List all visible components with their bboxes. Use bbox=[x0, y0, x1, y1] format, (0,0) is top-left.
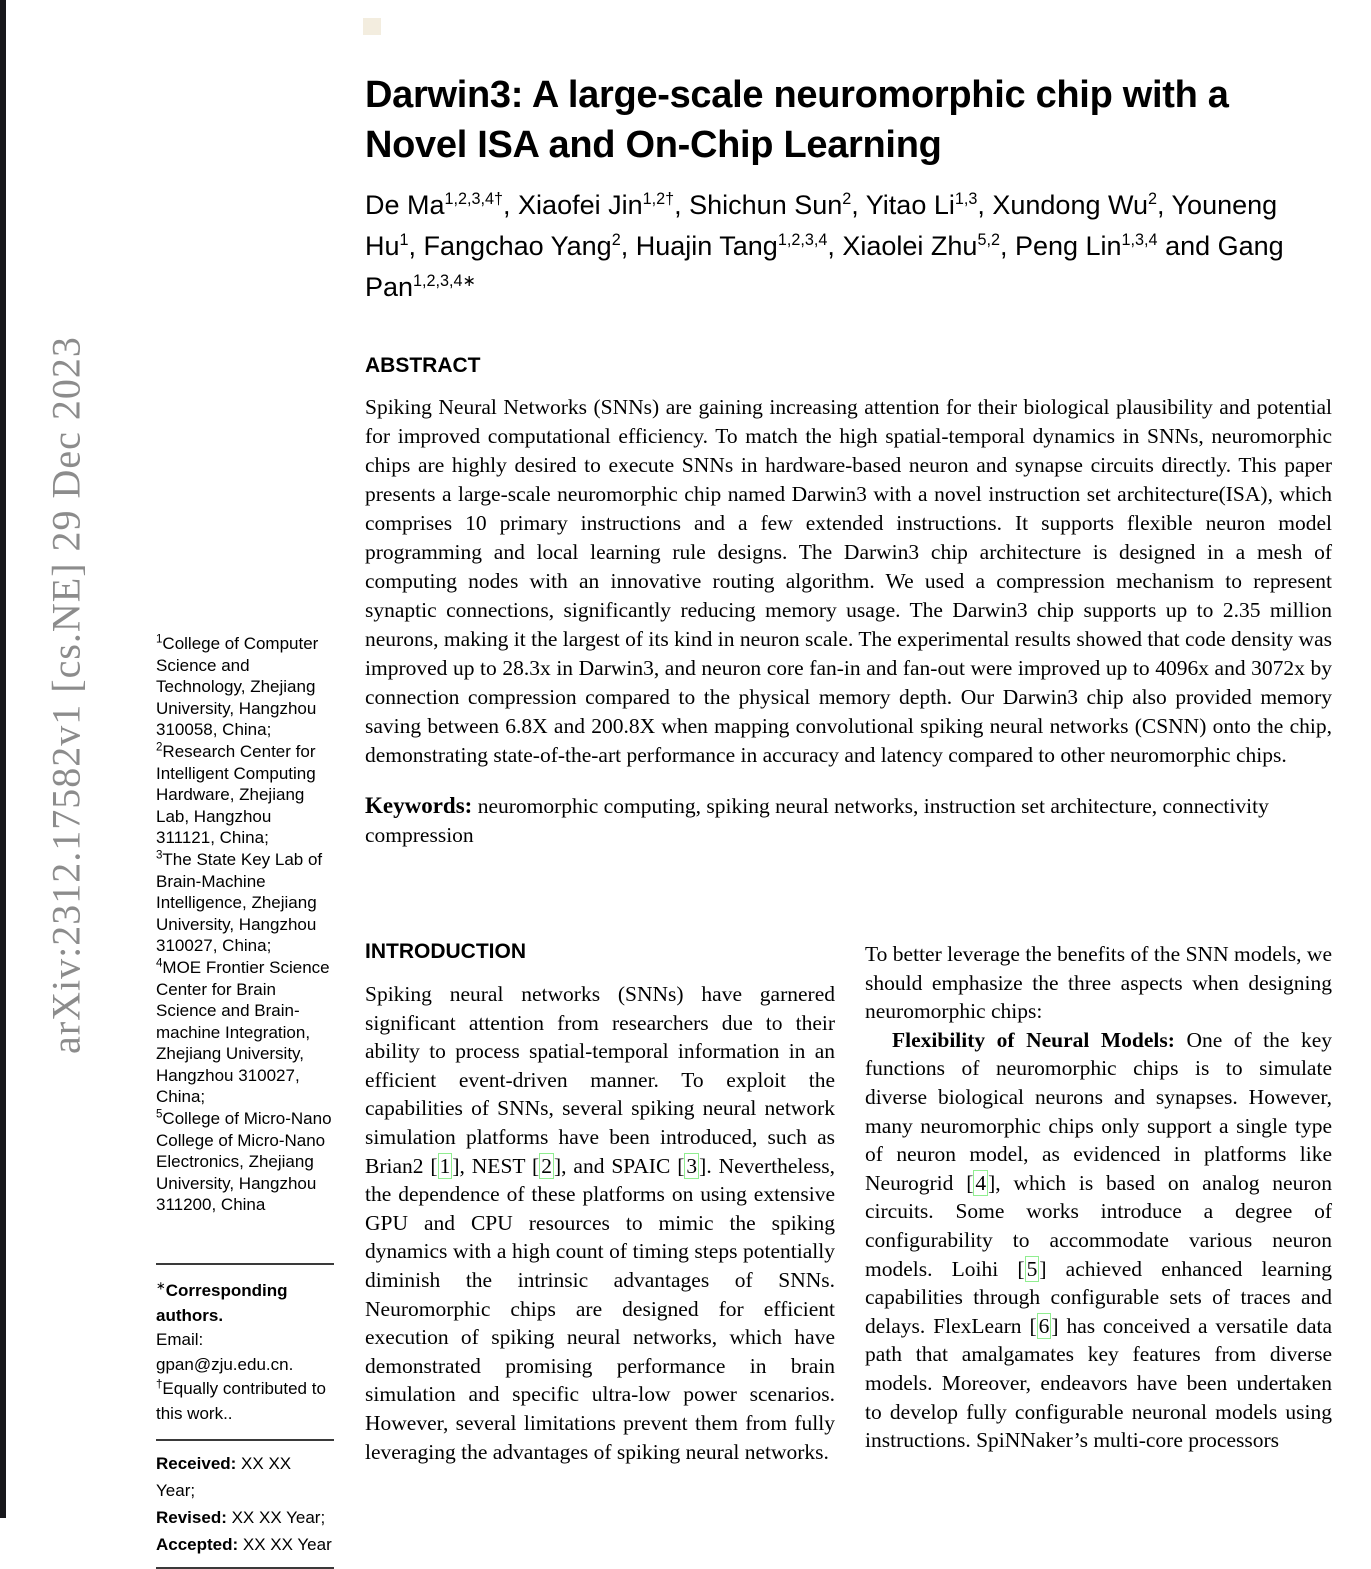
intro-column-right bbox=[865, 940, 1332, 1466]
correspondence-email: Email: gpan@zju.edu.cn. bbox=[156, 1330, 294, 1374]
arxiv-watermark: arXiv:2312.17582v1 [cs.NE] 29 Dec 2023 bbox=[43, 336, 89, 1054]
citation-link[interactable]: 5 bbox=[1026, 1256, 1038, 1281]
citation-link[interactable]: 6 bbox=[1038, 1313, 1050, 1338]
abstract-text: Spiking Neural Networks (SNNs) are gaining increasing attention for their biological plausibility and potential for improved computational efficiency. To match the high spatial-temporal dynamics in SNNs, neuromorphic chips are highly desired to execute SNNs in hardware-based neuron and synapse circuits directly. This paper presents a large-scale neuromorphic chip named Darwin3 with a novel instruction set architecture(ISA), which comprises 10 primary instructions and a few extended instructions. It supports flexible neuron model programming and local learning rule designs. The Darwin3 chip architecture is designed in a mesh of computing nodes with an innovative routing algorithm. We used a compression mechanism to represent synaptic connections, significantly reducing memory usage. The Darwin3 chip supports up to 2.35 million neurons, making it the largest of its kind in neuron scale. The experimental results showed that code density was improved up to 28.3x in Darwin3, and neuron core fan-in and fan-out were improved up to 4096x and 3072x by connection compression compared to the physical memory depth. Our Darwin3 chip also provided memory saving between 6.8X and 200.8X when mapping convolutional spiking neural networks (CSNN) onto the chip, demonstrating state-of-the-art performance in accuracy and latency compared to other neuromorphic chips. bbox=[365, 395, 1332, 767]
main-column bbox=[365, 70, 1332, 850]
abstract-heading: ABSTRACT bbox=[365, 354, 481, 377]
introduction-section bbox=[365, 940, 1332, 1466]
intro-paragraph: To better leverage the benefits of the SNN models, we should emphasize the three aspects when designing neuromorphic chips: bbox=[865, 942, 1332, 1024]
intro-paragraph: Flexibility of Neural Models: One of the key functions of neuromorphic chips is to simulate diverse biological neurons and synapses. However, many neuromorphic chips only support a single type of neuron model, as evidenced in platforms like Neurogrid [4], which is based on analog neuron circuits. Some works introduce a degree of configurability to accommodate various neuron models. Loihi [5] achieved enhanced learning capabilities through configurable sets of traces and delays. FlexLearn [6] has conceived a versatile data path that amalgamates key features from diverse models. Moreover, endeavors have been undertaken to develop fully configurable neuronal models using instructions. SpiNNaker’s multi-core processors bbox=[865, 1027, 1333, 1453]
equal-contribution-note: †Equally contributed to this work.. bbox=[156, 1378, 326, 1423]
paper-title: Darwin3: A large-scale neuromorphic chip with a Novel ISA and On-Chip Learning bbox=[365, 74, 1229, 166]
logo-placeholder bbox=[363, 18, 381, 35]
correspondence-note bbox=[156, 1265, 334, 1439]
received-date: Received: XX XX Year; bbox=[156, 1454, 292, 1500]
correspondence-authors: ∗Corresponding authors. bbox=[156, 1280, 288, 1325]
intro-paragraph: Spiking neural networks (SNNs) have garnered significant attention from researchers due to their ability to process spatial-temporal information in an efficient event-driven manner. To exploit the capabilities of SNNs, several spiking neural network simulation platforms have been introduced, such as Brian2 [1], NEST [2], and SPAIC [3]. Nevertheless, the dependence of these platforms on using extensive GPU and CPU resources to mimic the spiking dynamics with a high count of timing steps potentially diminish the intrinsic advantages of SNNs. Neuromorphic chips are designed for efficient execution of spiking neural networks, which have demonstrated promising performance in brain simulation and specific ultra-low power scenarios. However, several limitations prevent them from fully leveraging the advantages of spiking neural networks. bbox=[365, 982, 835, 1464]
accepted-date: Accepted: XX XX Year bbox=[156, 1535, 332, 1554]
citation-link[interactable]: 4 bbox=[975, 1170, 987, 1195]
introduction-heading: INTRODUCTION bbox=[365, 940, 526, 963]
affiliation-item: $^1$College of Computer Science and Technology, Zhejiang University, Hangzhou 310058, China; bbox=[156, 633, 319, 740]
affiliation-item: $^4$MOE Frontier Science Center for Brain Science and Brain-machine Integration, Zhejiang University, Hangzhou 310027, China; bbox=[156, 957, 330, 1107]
citation-link[interactable]: 2 bbox=[541, 1153, 552, 1178]
dates-note bbox=[156, 1441, 334, 1567]
intro-column-left bbox=[365, 940, 835, 1466]
citation-link[interactable]: 3 bbox=[686, 1153, 698, 1178]
author-line: De $Ma^{1,2,3,4\dagger}$, Xiaofei Jin$^{1,2\dagger}$, Shichun Sun$^2$, Yitao Li$^{1,3}$, Xundong Wu$^2$, Youneng Hu$^1$, Fangchao Yang$^2$, Huajin Tang$^{1,2,3,4}$, Xiaolei Zhu$^{5,2}$, Peng Lin$^{1,3,4}$ and Gang Pan$^{1,2,3,4∗}$ bbox=[365, 190, 1284, 302]
correspondence-block bbox=[156, 1263, 334, 1569]
left-edge-strip bbox=[0, 0, 6, 1518]
affiliation-item: $^3$The State Key Lab of Brain-Machine Intelligence, Zhejiang University, Hangzhou 310027, China; bbox=[156, 849, 323, 956]
revised-date: Revised: XX XX Year; bbox=[156, 1508, 326, 1527]
affiliation-item: $^5$College of Micro-Nano College of Micro-Nano Electronics, Zhejiang University, Hangzhou 311200, China bbox=[156, 1108, 332, 1215]
affiliations-sidebar bbox=[156, 633, 334, 1216]
citation-link[interactable]: 1 bbox=[439, 1153, 451, 1178]
affiliation-item: $^2$Research Center for Intelligent Computing Hardware, Zhejiang Lab, Hangzhou 311121, China; bbox=[156, 741, 316, 848]
keywords-line: Keywords: neuromorphic computing, spiking neural networks, instruction set architecture, connectivity compression bbox=[365, 793, 1269, 847]
